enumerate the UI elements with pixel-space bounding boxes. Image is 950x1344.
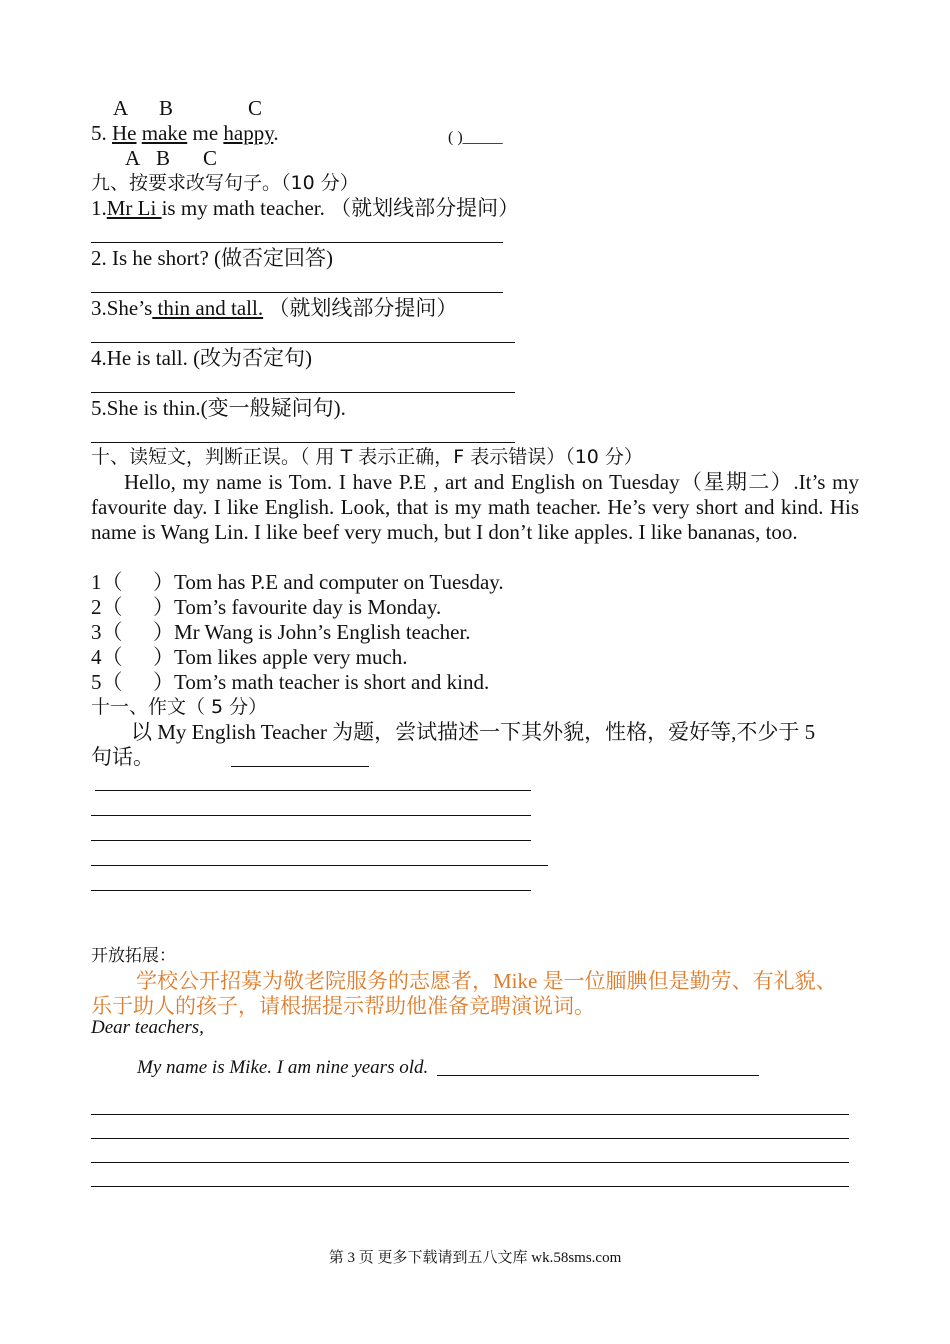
writing-line[interactable] xyxy=(91,1138,849,1139)
letter-greeting: Dear teachers, xyxy=(91,1017,204,1038)
tf-item-3: 3（ ）Mr Wang is John’s English teacher. xyxy=(91,620,471,644)
option-letter-a-2: A xyxy=(125,146,141,170)
composition-prompt: 以 My English Teacher 为题，尝试描述一下其外貌，性格，爱好等,不少于 5 xyxy=(131,720,816,744)
writing-line[interactable] xyxy=(91,1186,849,1187)
option-letter-a: A xyxy=(113,96,129,120)
word-he: He xyxy=(112,121,137,145)
writing-line[interactable] xyxy=(91,815,531,816)
composition-prompt-cont: 句话。 xyxy=(91,745,154,769)
tf-item-5: 5（ ）Tom’s math teacher is short and kind. xyxy=(91,670,490,694)
option-letter-b: B xyxy=(159,96,174,120)
answer-line[interactable] xyxy=(91,342,515,343)
tf-item-2: 2（ ）Tom’s favourite day is Monday. xyxy=(91,595,442,619)
tf-item-4: 4（ ）Tom likes apple very much. xyxy=(91,645,408,669)
question-5: 5. He make me happy. xyxy=(91,121,279,145)
sec9-item-4: 4.He is tall. (改为否定句) xyxy=(91,346,313,370)
writing-line[interactable] xyxy=(91,865,548,866)
letter-start: My name is Mike. I am nine years old. xyxy=(137,1057,429,1078)
tf-item-1: 1（ ）Tom has P.E and computer on Tuesday. xyxy=(91,570,504,594)
page-footer: 第 3 页 更多下载请到五八文库 wk.58sms.com xyxy=(328,1250,622,1266)
sec9-item-3: 3.She’s thin and tall. （就划线部分提问） xyxy=(91,296,458,320)
writing-line[interactable] xyxy=(95,790,531,791)
writing-line[interactable] xyxy=(91,890,531,891)
writing-line[interactable] xyxy=(91,1162,849,1163)
section-9-title: 九、按要求改写句子。（10 分） xyxy=(91,172,359,194)
open-extension-label: 开放拓展： xyxy=(91,946,176,965)
writing-line[interactable] xyxy=(437,1075,759,1076)
reading-passage: Hello, my name is Tom. I have P.E , art and English on Tuesday（星期二）.It’s my favourite day. I like English. Look, that is my math teacher. He’s very short and kind. His name is Wang Lin. I like beef very much, but I don’t like apples. I like bananas, too. xyxy=(91,470,859,544)
section-11-title: 十一、作文（ 5 分） xyxy=(91,696,268,718)
answer-line[interactable] xyxy=(91,292,503,293)
sec9-item-5: 5.She is thin.(变一般疑问句). xyxy=(91,396,346,420)
writing-line[interactable] xyxy=(91,840,531,841)
option-letter-c: C xyxy=(248,96,263,120)
sec9-item-1: 1.Mr Li is my math teacher. （就划线部分提问） xyxy=(91,196,520,220)
option-letter-b-2: B xyxy=(156,146,171,170)
section-10-title: 十、读短文，判断正误。（ 用 T 表示正确，F 表示错误）（10 分） xyxy=(91,446,643,468)
answer-line[interactable] xyxy=(91,242,503,243)
writing-line[interactable] xyxy=(91,1114,849,1115)
answer-line[interactable] xyxy=(91,392,515,393)
word-make: make xyxy=(141,121,188,145)
word-happy: happy xyxy=(223,121,274,145)
open-extension-prompt-2: 乐于助人的孩子，请根据提示帮助他准备竞聘演说词。 xyxy=(91,994,595,1018)
open-extension-prompt-1: 学校公开招募为敬老院服务的志愿者，Mike 是一位腼腆但是勤劳、有礼貌、 xyxy=(136,969,837,993)
title-line[interactable] xyxy=(231,766,369,767)
answer-paren[interactable]: ( )_____ xyxy=(448,129,503,146)
sec9-item-2: 2. Is he short? (做否定回答) xyxy=(91,246,334,270)
option-letter-c-2: C xyxy=(203,146,218,170)
answer-line[interactable] xyxy=(91,442,515,443)
